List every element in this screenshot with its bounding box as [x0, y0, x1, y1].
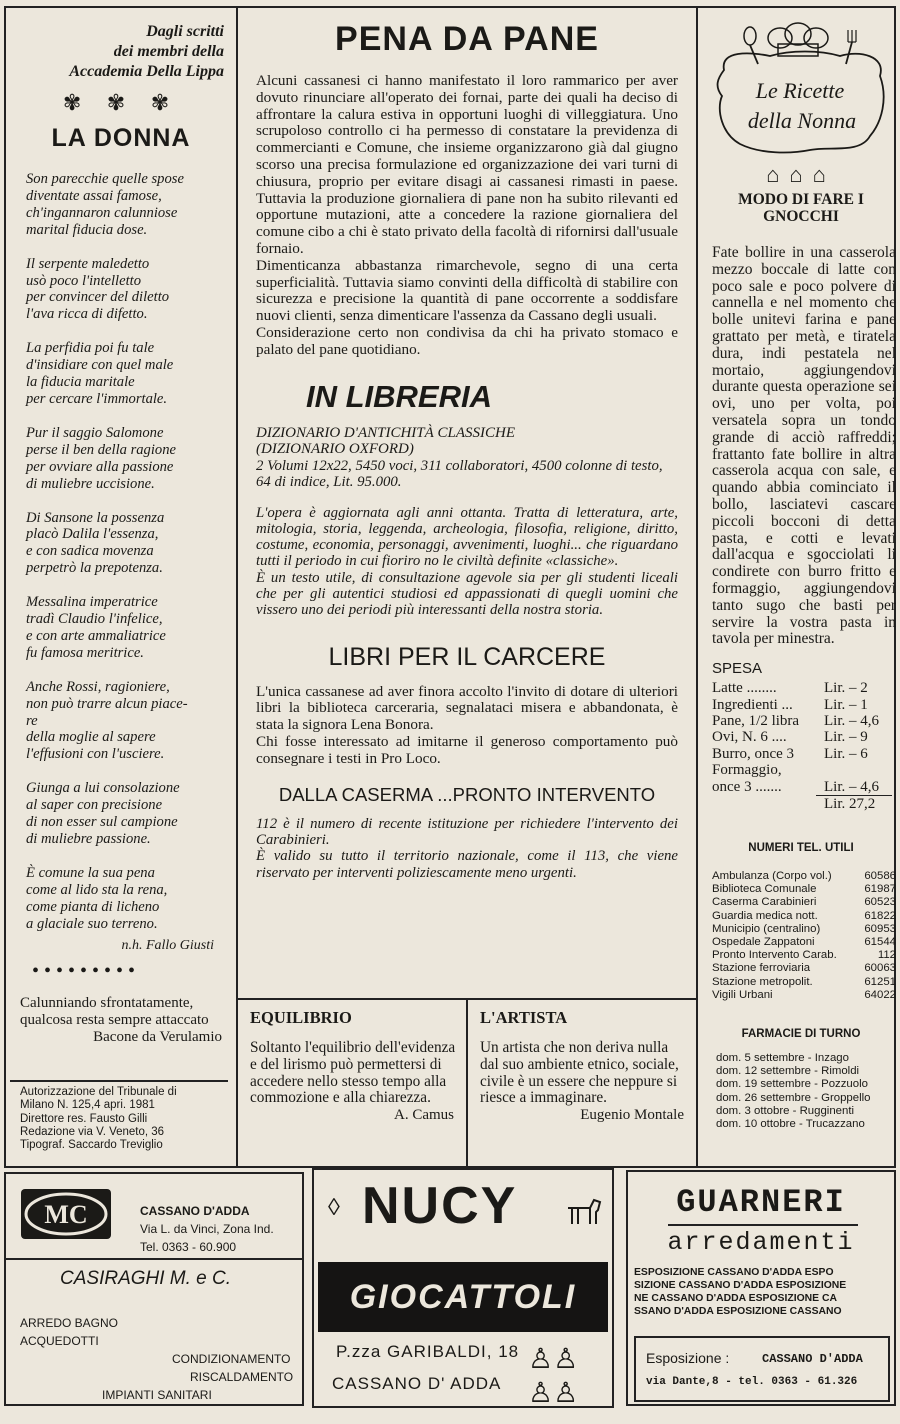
spesa-title: SPESA — [712, 660, 763, 678]
poem-title: LA DONNA — [51, 124, 191, 152]
tel-name: Guardia medica nott. — [712, 909, 818, 922]
article-paragraph: Considerazione certo non condivisa da chi ha privato stomaco e palato del pane quotidiano. — [256, 323, 678, 358]
tel-number: 60953 — [864, 922, 896, 935]
spesa-price: Lir. – 2 — [824, 680, 868, 697]
tel-number: 60586 — [864, 869, 896, 882]
pot-icon: ⌂ — [812, 162, 836, 187]
tel-name: Pronto Intervento Carab. — [712, 949, 837, 962]
intro-line: dei membri della — [113, 43, 224, 60]
spesa-row — [706, 762, 896, 778]
article-paragraph: Chi fosse interessato ad imitarne il generoso comportamento può consegnare i testi in Pro Loco. — [256, 733, 678, 767]
poem-line: come al lido sta la rena, — [26, 881, 168, 898]
spesa-price: Lir. – 1 — [824, 696, 868, 713]
recipe-text: Fate bollire in una casserola mezzo boccale di latte con poco sale e poco polvere di cannella e nel momento che bolle unitevi farina e pane grattato per metà, e tiratela dura, indi pestatela nel mortaio, aggiungendovi durante questa operazione sei ovi, uno per volta, poi versatela sopra un tondo grande di acciò raffreddi; frattanto fate bollire in altra casserola acqua con sale, e quando abbia cominciato il bollo, lasciatevi cascare piccoli bocconi di detta pasta, e cotti e levati dall'acqua e sgocciolati li condirete con burro fritto e formaggio, aggiungendovi tanto sugo che basti per servire la vostra pasta in tavola per minestra. — [712, 244, 896, 648]
section-title-caserma: DALLA CASERMA ...PRONTO INTERVENTO — [278, 783, 656, 805]
farmacie-title: FARMACIE DI TURNO — [741, 1028, 861, 1040]
poem-line: come pianta di licheno — [26, 898, 160, 915]
book-paragraph: L'opera è aggiornata agli anni ottanta. Tratta di letteratura, arte, mitologia, storia, leggenda, archeologia, filosofia, religione, diritto, costume, economia, personaggi, avvenimenti, luoghi... che riguardano tutti il periodo in cui fioriro no le civiltà definite «classiche». — [256, 504, 678, 570]
tel-number: 60523 — [864, 896, 896, 909]
guarneri-name: GUARNERI — [676, 1184, 846, 1221]
poem-line: per ovviare alla passione — [26, 458, 174, 475]
section-title-carcere: LIBRI PER IL CARCERE — [328, 642, 606, 671]
poem-line: marital fiducia dose. — [26, 221, 148, 238]
authorization-box — [10, 1080, 228, 1160]
tel-row — [706, 936, 896, 949]
book-title-line: (DIZIONARIO OXFORD) — [256, 441, 414, 458]
poem-line: La perfidia poi fu tale — [26, 340, 155, 357]
book-paragraph: È un testo utile, di consultazione agevole sia per gli studenti liceali che per gli autentici studiosi ed appassionati di quegli uomini che vissero uno dei periodi più interessanti della nostra storia. — [256, 569, 678, 619]
equilibrio-box — [238, 1000, 466, 1160]
poem-line: per cercare l'immortale. — [26, 390, 168, 407]
casiraghi-line-2: ACQUEDOTTI — [20, 1334, 99, 1348]
farmacia-row: dom. 5 settembre - Inzago — [716, 1052, 849, 1064]
tel-name: Caserma Carabinieri — [712, 896, 817, 909]
poem-line: Son parecchie quelle spose — [26, 171, 184, 187]
poem-line: di muliebre passione. — [26, 831, 151, 847]
poem-stanza — [26, 865, 232, 933]
farmacia-row: dom. 10 ottobre - Trucazzano — [716, 1118, 865, 1131]
ad-guarneri — [626, 1170, 896, 1406]
poem-line: Di Sansone la possenza — [26, 509, 165, 526]
artista-text: Un artista che non deriva nulla dal suo ambiente etnico, sociale, civile è un essere che neppure si riesce a immaginare. — [480, 1039, 679, 1107]
recipe-title: MODO DI FARE I GNOCCHI — [738, 191, 864, 225]
equilibrio-author: A. Camus — [394, 1107, 454, 1124]
poem-line: e con arte ammaliatrice — [26, 627, 166, 644]
tel-row — [706, 883, 896, 896]
poem-line: la fiducia maritale — [26, 374, 135, 391]
tel-row — [706, 976, 896, 989]
casiraghi-logo-text: MC — [44, 1200, 88, 1229]
guarneri-band-line: ESPOSIZIONE CASSANO D'ADDA ESPO — [634, 1267, 834, 1278]
intro-line: Accademia Della Lippa — [69, 63, 224, 80]
people-icon: ♙♙ ♙♙ — [528, 1344, 579, 1409]
spesa-row — [706, 779, 896, 795]
nucy-name: NUCY — [362, 1177, 518, 1235]
casiraghi-line-3: CONDIZIONAMENTO — [172, 1352, 291, 1366]
poem-stanza — [26, 425, 232, 493]
poem-stanza — [26, 510, 232, 578]
poem-signature: n.h. Fallo Giusti — [121, 937, 214, 953]
spesa-row — [706, 729, 896, 745]
spesa-item: Latte ........ — [712, 680, 777, 697]
tel-number: 60063 — [864, 962, 896, 975]
spesa-row — [706, 746, 896, 762]
article-pena — [256, 73, 678, 359]
farmacia-row: dom. 19 settembre - Pozzuolo — [716, 1078, 868, 1091]
poem-line: di muliebre uccisione. — [26, 475, 155, 492]
poem-line: fu famosa meritrice. — [26, 644, 144, 661]
guarneri-band-line: SIZIONE CASSANO D'ADDA ESPOSIZIONE — [634, 1280, 847, 1291]
casiraghi-city: CASSANO D'ADDA — [140, 1204, 250, 1218]
poem-stanza — [26, 256, 232, 324]
poem-line: placò Dalila l'essenza, — [26, 526, 159, 543]
guarneri-band-line: SSANO D'ADDA ESPOSIZIONE CASSANO — [634, 1306, 842, 1317]
logo-text-2: della Nonna — [747, 108, 857, 133]
authorization-line: Direttore res. Fausto Gilli — [20, 1112, 148, 1125]
poem — [10, 171, 232, 933]
guarneri-expo-city: CASSANO D'ADDA — [762, 1352, 863, 1366]
artista-author: Eugenio Montale — [580, 1107, 684, 1124]
poem-line: Pur il saggio Salomone — [26, 424, 164, 441]
pot-icon: ⌂ — [766, 162, 790, 187]
spesa-price — [824, 762, 896, 778]
farmacia-row: dom. 12 settembre - Rimoldi — [716, 1065, 860, 1078]
quote-author: Bacone da Verulamio — [93, 1028, 222, 1045]
quote-text: Calunniando sfrontatamente, qualcosa resta sempre attaccato — [20, 994, 209, 1028]
tel-list — [706, 870, 896, 1002]
authorization-line: Milano N. 125,4 apri. 1981 — [20, 1099, 155, 1112]
quote — [20, 995, 232, 1046]
poem-line: Il serpente maledetto — [26, 255, 150, 272]
intro — [10, 22, 224, 82]
book-title — [256, 425, 678, 458]
spesa-price: Lir. – 4,6 — [824, 778, 879, 795]
dots-separator: ••••••••• — [32, 959, 141, 982]
poem-line: per convincer del diletto — [26, 289, 170, 306]
tel-name: Stazione metropolit. — [712, 975, 813, 988]
poem-line: Giunga a lui consolazione — [26, 780, 180, 797]
article-paragraph: È valido su tutto il territorio nazionale, come il 113, che viene riservato per interventi poliziescamente meno urgenti. — [256, 848, 678, 881]
guarneri-sub: arredamenti — [667, 1228, 855, 1257]
poem-line: l'effusioni con l'usciere. — [26, 746, 165, 763]
tel-number: 61251 — [864, 975, 896, 988]
tel-row — [706, 989, 896, 1002]
nucy-city: CASSANO D' ADDA — [332, 1374, 502, 1393]
guarneri-band-line: NE CASSANO D'ADDA ESPOSIZIONE CA — [634, 1293, 837, 1304]
spesa-row — [706, 713, 896, 729]
casiraghi-line-5: IMPIANTI SANITARI — [102, 1388, 212, 1402]
article-title-pena: PENA DA PANE — [335, 20, 599, 58]
tel-number: 61987 — [864, 883, 896, 896]
casiraghi-line-4: RISCALDAMENTO — [190, 1370, 294, 1384]
poem-line: e con sadica movenza — [26, 543, 154, 560]
nucy-address: P.zza GARIBALDI, 18 — [336, 1342, 520, 1361]
farmacia-row: dom. 26 settembre - Groppello — [716, 1091, 871, 1104]
authorization-line: Tipograf. Saccardo Treviglio — [20, 1139, 163, 1152]
spesa-price: Lir. – 6 — [824, 745, 868, 762]
right-divider — [696, 6, 698, 1168]
tel-name: Ambulanza (Corpo vol.) — [712, 869, 832, 882]
poem-line: non può trarre alcun piace- — [26, 695, 188, 712]
guarneri-band — [634, 1266, 892, 1318]
article-paragraph: Dimenticanza abbastanza rimarchevole, segno di una certa superficialità. Tuttavia siamo convinti della difficoltà di stabilire con sicurezza e precisione la quantità di pane occorrente a soddisfare nuovi clienti, senza dimenticare l'assenza da Cassano degli usuali. — [256, 256, 678, 325]
guarneri-expo-label: Esposizione : — [646, 1350, 730, 1366]
equilibrio-title: EQUILIBRIO — [250, 1008, 352, 1027]
article-carcere — [256, 684, 678, 768]
authorization-line: Redazione via V. Veneto, 36 — [20, 1125, 165, 1138]
poem-line: d'insidiare con quel male — [26, 357, 174, 374]
left-divider — [236, 6, 238, 1168]
poem-line: usò poco l'intelletto — [26, 272, 141, 289]
poem-line: È comune la sua pena — [26, 864, 155, 881]
guarneri-underline — [668, 1224, 858, 1226]
nucy-banner — [318, 1262, 608, 1332]
right-column — [706, 20, 896, 1160]
poem-line: Messalina imperatrice — [26, 594, 158, 611]
casiraghi-line-1: ARREDO BAGNO — [20, 1316, 119, 1330]
pot-icon: ⌂ — [789, 162, 813, 187]
farmacia-row: dom. 3 ottobre - Rugginenti — [716, 1104, 855, 1117]
book-title-line: DIZIONARIO D'ANTICHITÀ CLASSICHE — [256, 424, 516, 441]
artista-box — [468, 1000, 696, 1160]
ad-casiraghi — [4, 1172, 304, 1406]
poem-line: al saper con precisione — [26, 797, 163, 814]
spesa-item: Ingredienti ... — [712, 696, 793, 713]
casiraghi-divider — [6, 1258, 302, 1260]
tel-name: Municipio (centralino) — [712, 922, 821, 935]
casiraghi-tel: Tel. 0363 - 60.900 — [140, 1240, 237, 1254]
article-paragraph: Alcuni cassanesi ci hanno manifestato il loro rammarico per aver dovuto rinunciare all'operato dei fornai, parte dei quali ha deciso di affrontare la calura estiva in opportuni luoghi di villeggiatura. Uno scrupoloso controllo ci ha permesso di constatare la previdenza di commercianti e Comune, che insieme organizzarono già dal giugno scorso una precisa formulazione ed organizzazione dei vari turni di chiusura, proprio per evitare disagi ai cassanesi rimasti in paese. Tuttavia la produzione giornaliera di pane non ha subito rilevanti ed opportune mutazioni, atte a concedere la razione giornaliera del comune cibo a chi è stato privato della facoltà di rifornirsi dall'usuale fornaio. — [256, 72, 678, 257]
book-specs: 2 Volumi 12x22, 5450 voci, 311 collaboratori, 4500 colonne di testo, 64 di indice, Lit. 95.000. — [256, 457, 663, 491]
diamond-icon: ◊ — [328, 1194, 340, 1221]
spesa-list — [706, 680, 896, 795]
casiraghi-logo-icon — [20, 1188, 112, 1240]
book-description — [256, 505, 678, 619]
poem-line: perpetrò la prepotenza. — [26, 560, 163, 577]
tel-row — [706, 962, 896, 975]
poem-line: ch'ingannaron calunniose — [26, 204, 178, 221]
tel-row — [706, 870, 896, 883]
poem-line: della moglie al sapere — [26, 729, 156, 746]
poem-line: tradì Claudio l'infelice, — [26, 611, 163, 628]
artista-title: L'ARTISTA — [480, 1008, 568, 1027]
spesa-row — [706, 680, 896, 696]
poem-stanza — [26, 340, 232, 408]
spesa-total: Lir. 27,2 — [816, 795, 892, 812]
spoon-icon — [744, 27, 758, 64]
poem-line: a glaciale suo terreno. — [26, 915, 158, 932]
nucy-sub: GIOCATTOLI — [349, 1278, 577, 1316]
guarneri-expo-box — [634, 1336, 890, 1402]
casiraghi-address: Via L. da Vinci, Zona Ind. — [140, 1222, 274, 1236]
article-paragraph: 112 è il numero di recente istituzione per richiedere l'intervento dei Carabinieri. — [256, 815, 678, 848]
ad-nucy — [312, 1168, 614, 1408]
tel-row — [706, 910, 896, 923]
poem-line: diventate assai famose, — [26, 187, 162, 204]
ricette-logo — [710, 20, 890, 160]
tel-number: 64022 — [864, 988, 896, 1001]
guarneri-expo-address: via Dante,8 - tel. 0363 - 61.326 — [646, 1376, 858, 1388]
spesa-row — [706, 697, 896, 713]
poem-line: perse il ben della ragione — [26, 441, 176, 458]
equilibrio-text: Soltanto l'equilibrio dell'evidenza e del lirismo può permettersi di accedere nello stesso tempo alla commozione e alla chiarezza. — [250, 1039, 456, 1107]
spesa-item: once 3 ....... — [712, 778, 782, 795]
poem-stanza — [26, 594, 232, 662]
poem-line: di non esser sul campione — [26, 814, 178, 831]
center-column — [240, 20, 692, 995]
tel-title: NUMERI TEL. UTILI — [748, 841, 854, 854]
tel-name: Stazione ferroviaria — [712, 962, 811, 975]
poem-stanza — [26, 171, 232, 239]
tel-name: Ospedale Zappatoni — [712, 935, 815, 948]
article-caserma — [256, 816, 678, 881]
article-paragraph: L'unica cassanese ad aver finora accolto l'invito di dotare di ulteriori libri la biblioteca carceraria, segnalataci misera e abbandonata, è stata la signora Lena Bonora. — [256, 682, 678, 734]
horse-icon — [564, 1194, 604, 1228]
poem-stanza — [26, 679, 232, 764]
casiraghi-name: CASIRAGHI M. e C. — [60, 1268, 232, 1289]
farmacie-list — [706, 1052, 896, 1131]
tel-name: Vigili Urbani — [712, 988, 773, 1001]
intro-line: Dagli scritti — [146, 23, 224, 40]
flower-ornament-icon: ✾ ✾ ✾ — [62, 90, 180, 115]
spesa-item: Pane, 1/2 libra — [712, 712, 800, 729]
logo-text-1: Le Ricette — [755, 78, 845, 103]
left-column — [10, 22, 232, 1142]
spesa-price: Lir. – 9 — [824, 729, 868, 746]
poem-line: l'ava ricca di difetto. — [26, 306, 148, 323]
section-title-libreria: IN LIBRERIA — [306, 378, 492, 414]
tel-number: 112 — [877, 949, 896, 962]
tel-row — [706, 949, 896, 962]
fork-icon — [846, 30, 856, 64]
spesa-item: Ovi, N. 6 .... — [712, 729, 787, 746]
poem-line: re — [26, 712, 38, 729]
tel-name: Biblioteca Comunale — [712, 883, 817, 896]
tel-row — [706, 896, 896, 909]
tel-number: 61544 — [864, 935, 896, 948]
poem-line: Anche Rossi, ragioniere, — [26, 678, 170, 695]
poem-stanza — [26, 780, 232, 848]
pot-icons — [706, 162, 896, 188]
spesa-price: Lir. – 4,6 — [824, 712, 879, 729]
spesa-item: Burro, once 3 — [712, 745, 795, 762]
tel-number: 61822 — [864, 909, 896, 922]
tel-row — [706, 923, 896, 936]
authorization-line: Autorizzazione del Tribunale di — [20, 1086, 177, 1098]
spesa-item: Formaggio, — [712, 762, 782, 779]
